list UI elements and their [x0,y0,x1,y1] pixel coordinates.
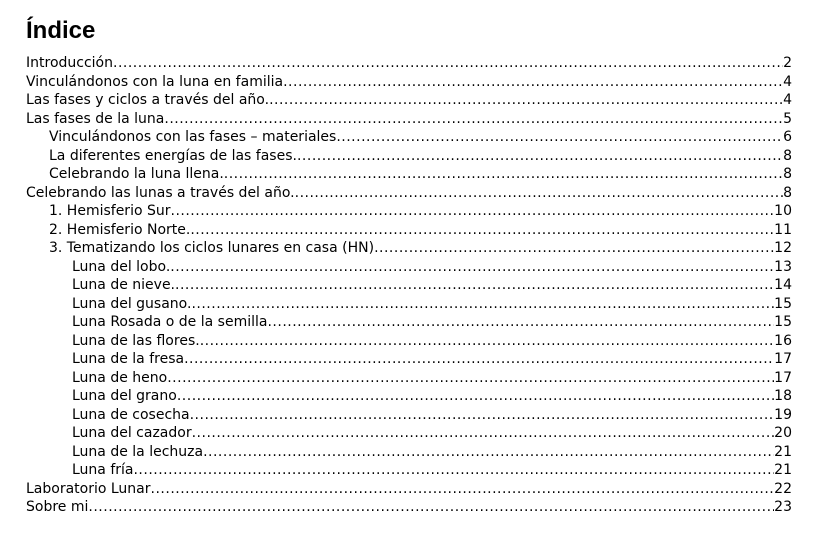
toc-dot-leader [133,461,774,480]
toc-entry[interactable] [26,147,792,166]
toc-page-number: 16 [774,332,792,349]
toc-page-number: 15 [774,314,792,330]
toc-page-number: 21 [774,462,792,478]
toc-entry[interactable] [26,276,792,295]
toc-dot-leader [175,276,774,295]
toc-entry-title: Luna del gusano. [72,295,192,312]
toc-entry-title: Luna fría [72,462,134,478]
toc-page-number: 18 [774,388,792,404]
toc-entry[interactable] [26,128,792,147]
toc-entry-title: Vinculándonos con las fases – materiales [49,129,337,145]
toc-page-number: 12 [774,240,792,256]
toc-entry-title: 2. Hemisferio Norte. [49,221,191,238]
toc-entry-title: Luna de nieve. [72,277,176,293]
toc-page-number: 20 [774,425,792,441]
toc-entry[interactable] [26,73,792,92]
toc-entry-title: Luna de la lechuza [72,443,204,460]
toc-page-number: 6 [783,129,792,145]
toc-entry-title: Las fases de la luna [26,110,165,127]
toc-page-number: 2 [783,55,792,71]
toc-page-number: 4 [783,92,792,108]
toc-page-number: 8 [783,166,792,182]
toc-dot-leader [336,128,783,147]
toc-entry[interactable] [26,110,792,129]
toc-page-number: 17 [774,351,792,367]
toc-entry-title: 3. Tematizando los ciclos lunares en casa (HN) [49,240,375,256]
toc-page-number: 14 [774,277,792,293]
toc-page-number: 4 [783,73,792,90]
toc-entry-title: Vinculándonos con la luna en familia [26,73,284,90]
toc-page-number: 19 [774,406,792,423]
toc-dot-leader [374,239,774,258]
toc-dot-leader [170,258,774,277]
toc-dot-leader [190,221,774,240]
toc-entry[interactable] [26,443,792,462]
toc-dot-leader [88,498,774,517]
toc-dot-leader [224,165,783,184]
toc-page-number: 22 [774,480,792,497]
toc-page-number: 8 [783,147,792,164]
toc-entry[interactable] [26,332,792,351]
toc-entry-title: Luna de cosecha [72,406,190,423]
toc-page-number: 8 [783,184,792,201]
toc-entry-title: Luna de la fresa [72,351,185,367]
toc-dot-leader [177,387,774,406]
toc-page-number: 11 [774,221,792,238]
toc-entry-title: Celebrando la luna llena. [49,166,224,182]
toc-dot-leader [283,73,783,92]
toc-entry-title: Luna de las flores. [72,332,200,349]
toc-entry[interactable] [26,258,792,277]
toc-page-number: 23 [774,499,792,515]
toc-entry[interactable] [26,461,792,480]
toc-entry[interactable] [26,239,792,258]
toc-entry-title: Luna de heno [72,369,168,386]
toc-entry[interactable] [26,54,792,73]
toc-entry[interactable] [26,498,792,517]
toc-entry-title: Luna Rosada o de la semilla [72,314,268,330]
toc-entry[interactable] [26,202,792,221]
toc-dot-leader [164,110,783,129]
toc-page-number: 13 [774,258,792,275]
toc-page-number: 15 [774,295,792,312]
toc-entry-title: Luna del grano [72,388,177,404]
toc-entry-title: Celebrando las lunas a través del año. [26,184,295,201]
toc-dot-leader [184,350,774,369]
toc-heading: Índice [26,17,96,44]
document-page [26,16,792,517]
toc-dot-leader [295,184,783,203]
toc-entry[interactable] [26,387,792,406]
toc-entry-title: 1. Hemisferio Sur [49,203,171,219]
toc-entry-title: Laboratorio Lunar [26,480,151,497]
toc-dot-leader [269,91,783,110]
toc-dot-leader [200,332,774,351]
toc-entry[interactable] [26,91,792,110]
toc-entry[interactable] [26,369,792,388]
toc-entry[interactable] [26,184,792,203]
toc-dot-leader [191,295,774,314]
toc-entry[interactable] [26,221,792,240]
toc-entry-title: Luna del lobo. [72,258,171,275]
toc-page-number: 10 [774,203,792,219]
toc-entry[interactable] [26,480,792,499]
toc-entry[interactable] [26,313,792,332]
toc-entry[interactable] [26,350,792,369]
toc-dot-leader [192,424,775,443]
table-of-contents [26,54,792,517]
toc-dot-leader [167,369,774,388]
toc-entry[interactable] [26,295,792,314]
toc-page-number: 5 [783,110,792,127]
toc-dot-leader [151,480,775,499]
toc-page-number: 21 [774,443,792,460]
toc-dot-leader [203,443,774,462]
toc-page-number: 17 [774,369,792,386]
toc-entry-title: Luna del cazador [72,425,192,441]
toc-dot-leader [171,202,775,221]
toc-dot-leader [267,313,774,332]
toc-dot-leader [297,147,783,166]
toc-entry-title: Las fases y ciclos a través del año. [26,92,270,108]
toc-entry-title: Sobre mi [26,499,89,515]
toc-entry[interactable] [26,424,792,443]
toc-entry-title: Introducción [26,55,113,71]
toc-entry[interactable] [26,406,792,425]
toc-entry-title: La diferentes energías de las fases. [49,147,297,164]
toc-dot-leader [190,406,775,425]
toc-entry[interactable] [26,165,792,184]
toc-dot-leader [113,54,783,73]
